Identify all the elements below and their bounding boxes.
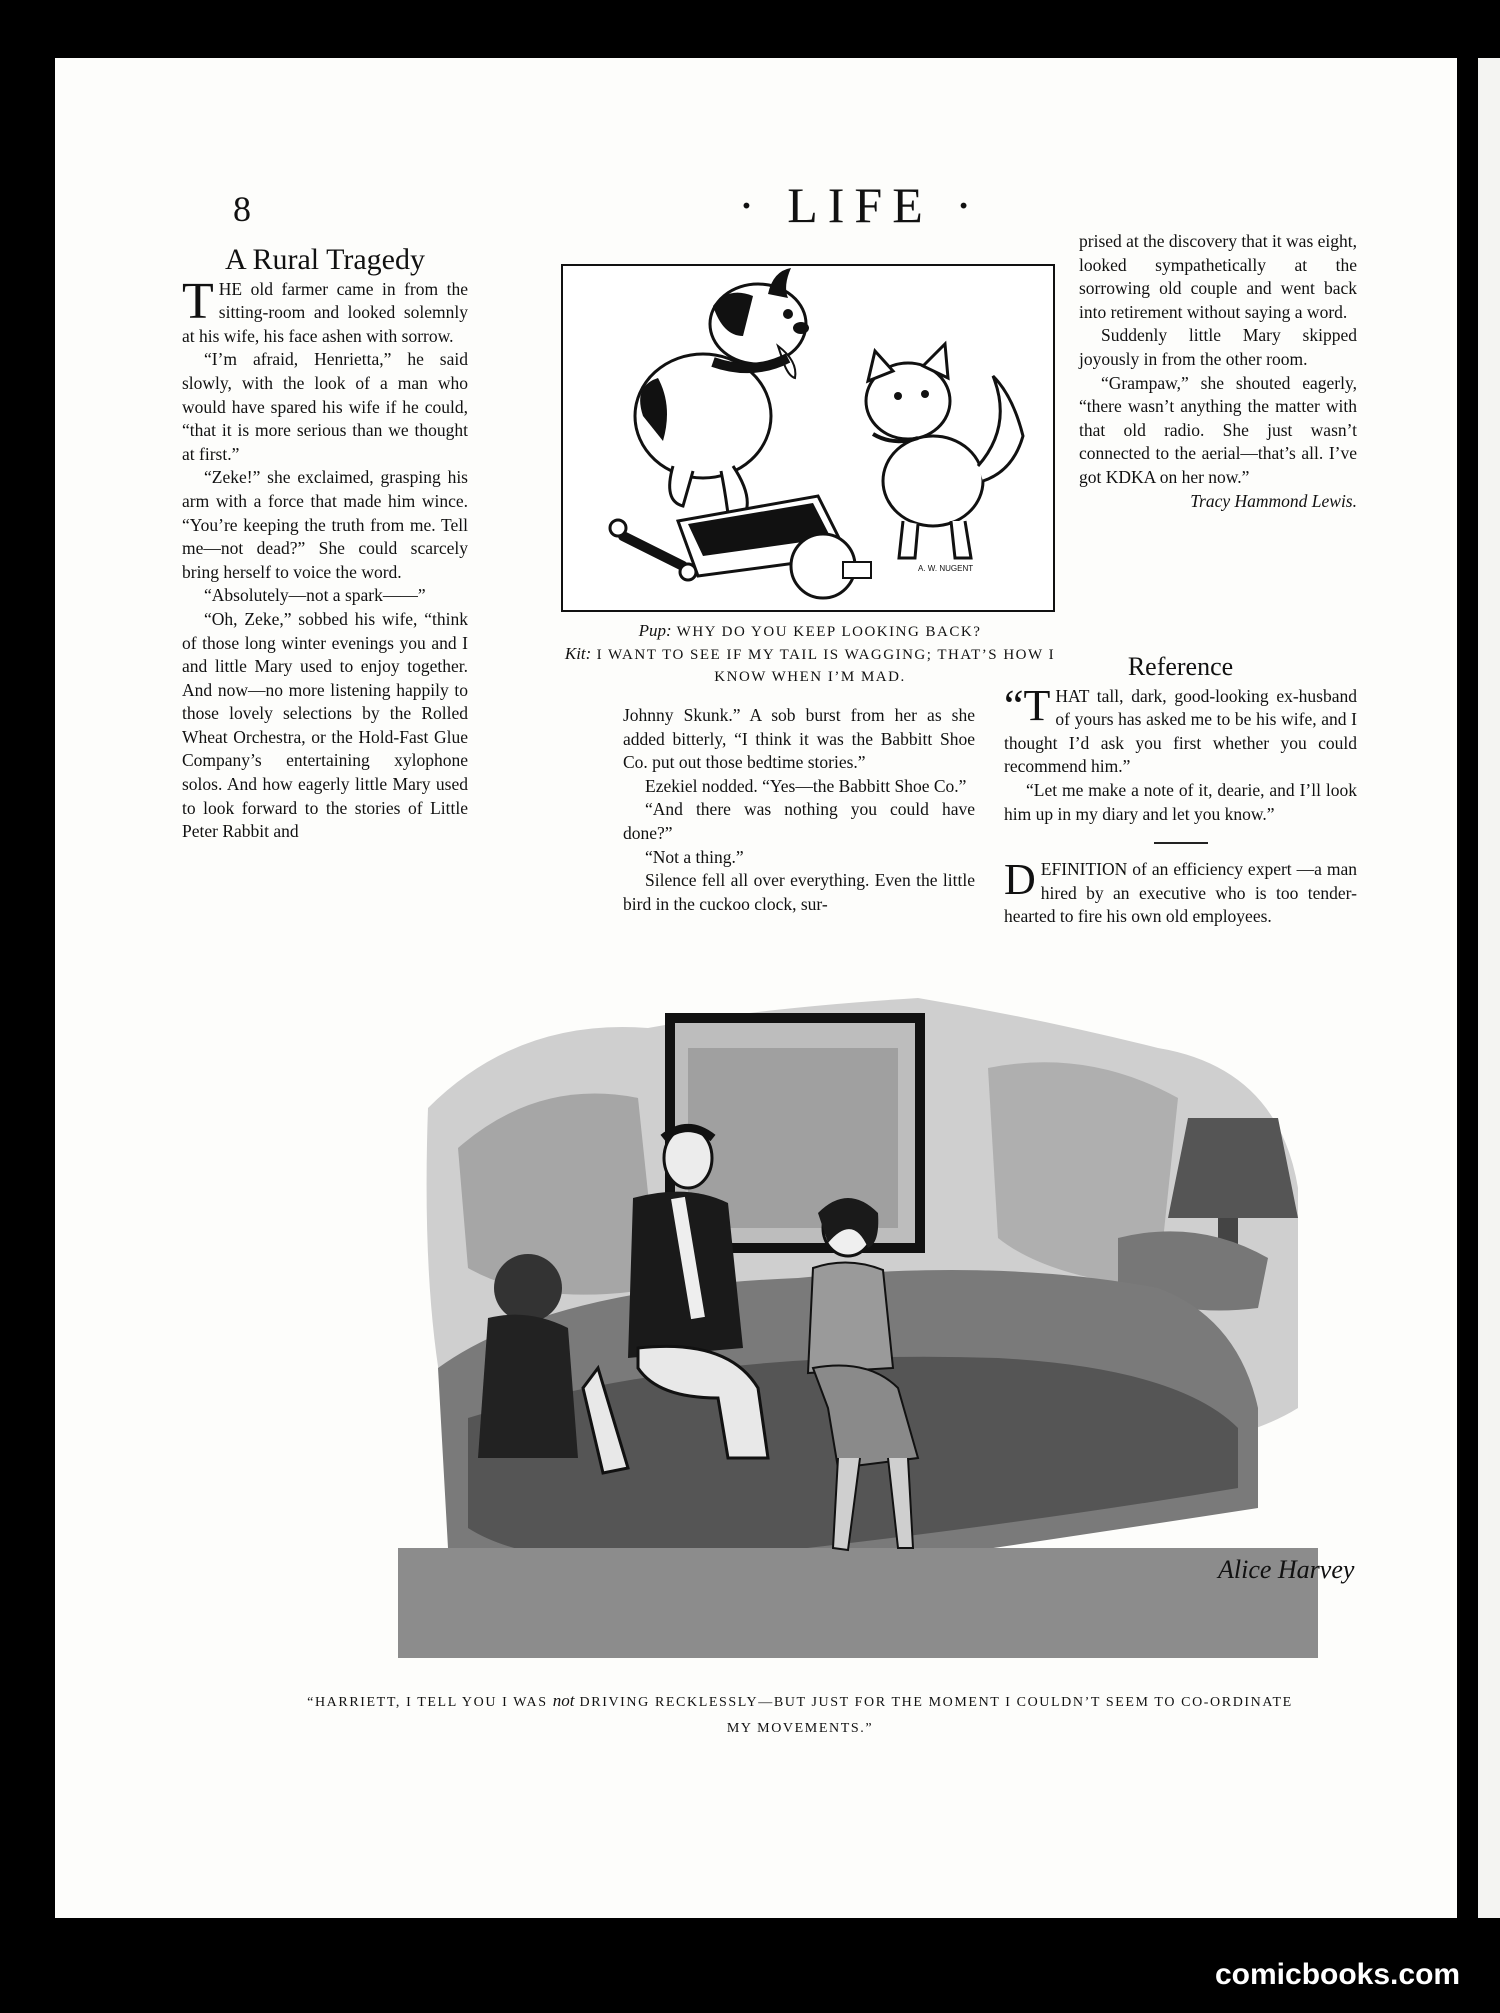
dog-and-cat-illustration	[563, 266, 1053, 610]
page-number: 8	[233, 189, 251, 229]
article-paragraph: THE old farmer came in from the sitting-room and looked solemnly at his wife, his face ashen with sorrow.	[182, 272, 468, 346]
caption-speaker-pup: Pup:	[638, 621, 672, 640]
couple-on-sofa-illustration	[398, 988, 1355, 1658]
caption-line-kit: I WANT TO SEE IF MY TAIL IS WAGGING; THAT’S HOW I KNOW WHEN I’M MAD.	[596, 647, 1056, 685]
drop-cap: T	[182, 272, 214, 330]
couple-on-sofa-cartoon	[398, 988, 1355, 1658]
article-paragraph: Silence fell all over everything. Even the little bird in the cuckoo clock, sur-	[623, 870, 975, 914]
reference-paragraph: “THAT tall, dark, good-looking ex-husband of yours has asked me to be his wife, and I thought I’d ask you first whether you could recommend him.”	[1004, 680, 1357, 777]
caption-line-pup: WHY DO YOU KEEP LOOKING BACK?	[676, 624, 982, 640]
cartoon2-caption	[300, 1688, 1300, 1742]
article-paragraph: “And there was nothing you could have done?”	[623, 799, 975, 843]
article-paragraph: “Zeke!” she exclaimed, grasping his arm with a force that made him wince. “You’re keeping the truth from me. Tell me—not dead?” She could scarcely bring herself to voice the word.	[182, 467, 468, 582]
article-paragraph: “Oh, Zeke,” sobbed his wife, “think of those long winter evenings you and I and little Mary used to enjoy together. And now—no more listening happily to those lovely selections by the Rolled Wheat Orchestra, or the Hold-Fast Glue Company’s entertaining xylophone solos. And how eagerly little Mary used to look forward to the stories of Little Peter Rabbit and	[182, 608, 468, 842]
article-paragraph: “Not a thing.”	[645, 846, 744, 867]
rural-tragedy-column-3	[1079, 230, 1357, 513]
article-paragraph: “I’m afraid, Henrietta,” he said slowly, with the look of a man who would have spared his wife if he could, “that it is more serious than we thought at first.”	[182, 349, 468, 464]
article-paragraph: “Grampaw,” she shouted eagerly, “there wasn’t anything the matter with that old radio. She just wasn’t connected to the aerial—that’s all. I’ve got KDKA on her now.”	[1079, 372, 1357, 487]
drop-cap: D	[1004, 855, 1036, 905]
rural-tragedy-column-1	[182, 243, 468, 844]
article-paragraph: Ezekiel nodded. “Yes—the Babbitt Shoe Co.”	[645, 775, 967, 796]
masthead: · LIFE ·	[738, 177, 982, 233]
cartoon2-artist-signature: Alice Harvey	[1218, 1555, 1355, 1584]
reference-paragraph: “Let me make a note of it, dearie, and I’ll look him up in my diary and let you know.”	[1004, 779, 1357, 824]
caption-emphasis: not	[552, 1691, 575, 1710]
reference-and-definition-column	[1004, 652, 1357, 929]
rural-tragedy-column-2	[623, 704, 975, 916]
rural-tragedy-title: A Rural Tragedy	[224, 243, 425, 276]
next-page-edge	[1478, 58, 1500, 1918]
cartoon1-caption	[540, 620, 1080, 688]
caption-part: “HARRIETT, I TELL YOU I WAS	[307, 1695, 553, 1710]
pup-and-kit-cartoon	[561, 264, 1055, 612]
article-paragraph: Suddenly little Mary skipped joyously in from the other room.	[1079, 325, 1357, 369]
section-divider	[1154, 842, 1208, 844]
site-watermark: comicbooks.com	[1215, 1958, 1461, 1991]
cartoon1-artist-signature: A. W. NUGENT	[918, 564, 974, 573]
author-signature: Tracy Hammond Lewis.	[1190, 490, 1357, 511]
caption-speaker-kit: Kit:	[564, 644, 592, 663]
article-paragraph: Johnny Skunk.” A sob burst from her as she added bitterly, “I think it was the Babbitt Shoe Co. put out those bedtime stories.”	[623, 705, 975, 773]
caption-part: DRIVING RECKLESSLY—BUT JUST FOR THE MOMENT I COULDN’T SEEM TO CO-ORDINATE MY MOVEMENTS.”	[574, 1695, 1293, 1736]
article-paragraph: prised at the discovery that it was eight, looked sympathetically at the sorrowing old couple and went back into retirement without saying a word.	[1079, 231, 1357, 322]
reference-title: Reference	[1127, 652, 1234, 681]
article-paragraph: “Absolutely—not a spark——”	[204, 585, 426, 606]
drop-cap: “T	[1004, 680, 1051, 730]
definition-paragraph: DEFINITION of an efficiency expert —a man hired by an executive who is too tender-hearted to fire his own old employees.	[1004, 855, 1357, 927]
